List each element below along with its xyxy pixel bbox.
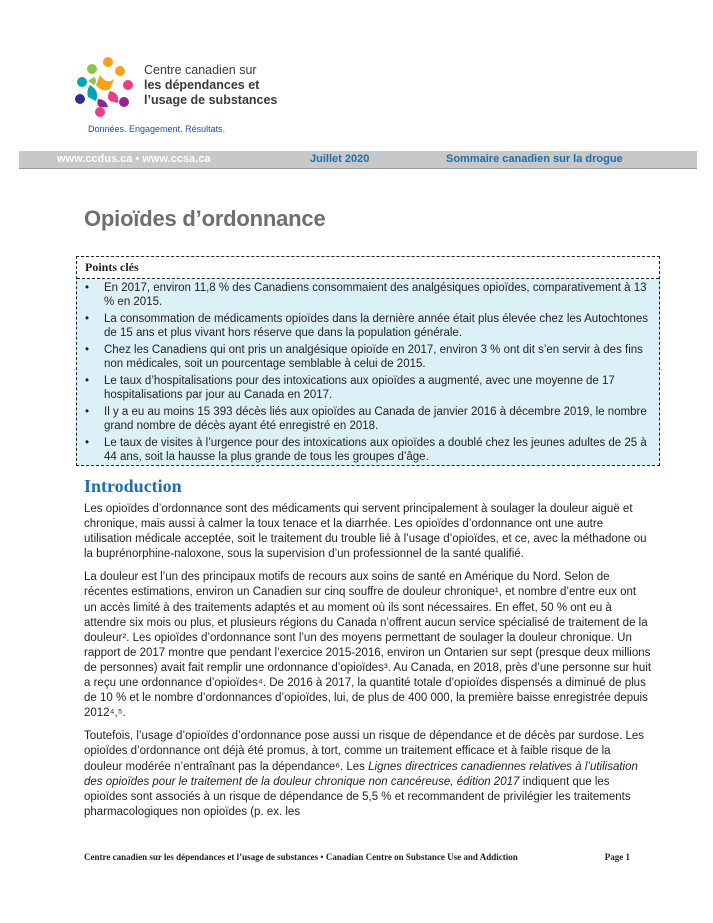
introduction-heading: Introduction <box>84 476 182 496</box>
org-name-line-3: l’usage de substances <box>144 93 278 107</box>
bullet: • <box>85 344 90 356</box>
org-name-line-1: Centre canadien sur <box>144 63 257 77</box>
key-point-text: La consommation de médicaments opioïdes dans la dernière année était plus élevée chez les Autochtones de 15 ans et plus vivant hors réserve que dans la population générale. <box>104 313 649 339</box>
key-point-text: Il y a eu au moins 15 393 décès liés aux opioïdes au Canada de janvier 2016 à décembre 2019, le nombre grand nombre de décès ayant été enregistré en 2018. <box>104 406 647 432</box>
header-bar <box>19 151 697 169</box>
key-point-text: Le taux de visites à l’urgence pour des intoxications aux opioïdes a doublé chez les jeunes adultes de 25 à 44 ans, soit la hausse la plus grande de tous les groupes d’âge. <box>104 437 647 463</box>
bullet: • <box>85 437 90 449</box>
page-title: Opioïdes d’ordonnance <box>84 206 326 231</box>
paragraph-text: indiquent que les opioïdes sont associés à un risque de dépendance de 5,5 % et recommandent de privilégier les traitements pharmacologiques non opioïdes (p. ex. les <box>84 775 631 818</box>
key-point-item <box>77 405 659 433</box>
introduction-body <box>84 502 652 828</box>
bullet: • <box>85 375 90 387</box>
bullet: • <box>85 282 90 294</box>
tagline: Données. Engagement. Résultats. <box>88 124 226 134</box>
key-points-box <box>76 256 660 466</box>
paragraph: La douleur est l’un des principaux motifs de recours aux soins de santé en Amérique du Nord. Selon de récentes estimations, environ un Canadien sur cinq souffre de douleur chronique¹, et nombre d’entre eux ont un accès limité à des traitements adaptés et au moment où ils sont nécessaires. En effet, 50 % ont eu à attendre six mois ou plus, et plusieurs régions du Canada n’offrent aucun service spécialisé de traitement de la douleur². Les opioïdes d’ordonnance sont l’un des moyens permettant de soulager la douleur chronique. Un rapport de 2017 montre que pendant l’exercice 2015-2016, environ un Ontarien sur sept (presque deux millions de personnes) avait fait remplir une ordonnance d’opioïdes³. Au Canada, en 2018, près d’une personne sur huit a reçu une ordonnance d’opioïdes⁴. De 2016 à 2017, la quantité totale d’opioïdes dispensés a diminué de plus de 10 % et le nombre d’ordonnances d’opioïdes, lui, de plus de 400 000, la première baisse enregistrée depuis 2012⁴,⁵. <box>84 571 652 720</box>
key-points-list <box>77 281 659 464</box>
series-title: Sommaire canadien sur la drogue <box>446 153 623 165</box>
bullet: • <box>85 313 90 325</box>
paragraph: Les opioïdes d’ordonnance sont des médicaments qui servent principalement à soulager la douleur aiguë et chronique, mais aussi à calmer la toux tenace et la diarrhée. Les opioïdes d’ordonnance ont une autre utilisation médicale acceptée, soit le traitement du trouble lié à l’usage d’opioïdes, et ce, avec la méthadone ou la buprénorphine-naloxone, sous la supervision d’un professionnel de la santé qualifié. <box>84 503 647 561</box>
key-point-item <box>77 436 659 464</box>
key-point-item <box>77 312 659 340</box>
key-point-text: En 2017, environ 11,8 % des Canadiens consommaient des analgésiques opioïdes, comparativement à 13 % en 2015. <box>104 282 647 308</box>
key-point-item <box>77 374 659 402</box>
guideline-title: Lignes directrices canadiennes relatives à l’utilisation des opioïdes pour le traitement de la douleur chronique non cancéreuse, édition 2017 <box>84 760 638 788</box>
key-point-item <box>77 281 659 309</box>
key-points-heading: Points clés <box>77 257 659 279</box>
paragraph-text: Toutefois, l’usage d’opioïdes d’ordonnance pose aussi un risque de dépendance et de décès par surdose. Les opioïdes d’ordonnance ont déjà été promus, à tort, comme un traitement efficace et à faible risque de la douleur modérée n’entraînant pas la dépendance⁶. Les <box>84 730 645 773</box>
key-point-item <box>77 343 659 371</box>
organization-name <box>144 63 277 108</box>
key-point-text: Chez les Canadiens qui ont pris un analgésique opioïde en 2017, environ 3 % ont dit s’en servir à des fins non médicales, soit un pourcentage semblable à celui de 2015. <box>104 344 643 370</box>
bullet: • <box>85 406 90 418</box>
key-point-text: Le taux d’hospitalisations pour des intoxications aux opioïdes a augmenté, avec une moyenne de 17 hospitalisations par jour au Canada en 2017. <box>104 375 615 401</box>
website-links[interactable]: www.ccdus.ca • www.ccsa.ca <box>57 153 211 165</box>
footer-organization: Centre canadien sur les dépendances et l’usage de substances • Canadian Centre on Substance Use and Addiction <box>84 852 518 862</box>
publication-date: Juillet 2020 <box>310 153 370 165</box>
paragraph <box>84 729 652 820</box>
org-name-line-2: les dépendances et <box>144 78 260 92</box>
ccsa-logo-icon <box>70 55 140 121</box>
page-footer <box>84 852 630 862</box>
page-number: Page 1 <box>604 852 630 862</box>
